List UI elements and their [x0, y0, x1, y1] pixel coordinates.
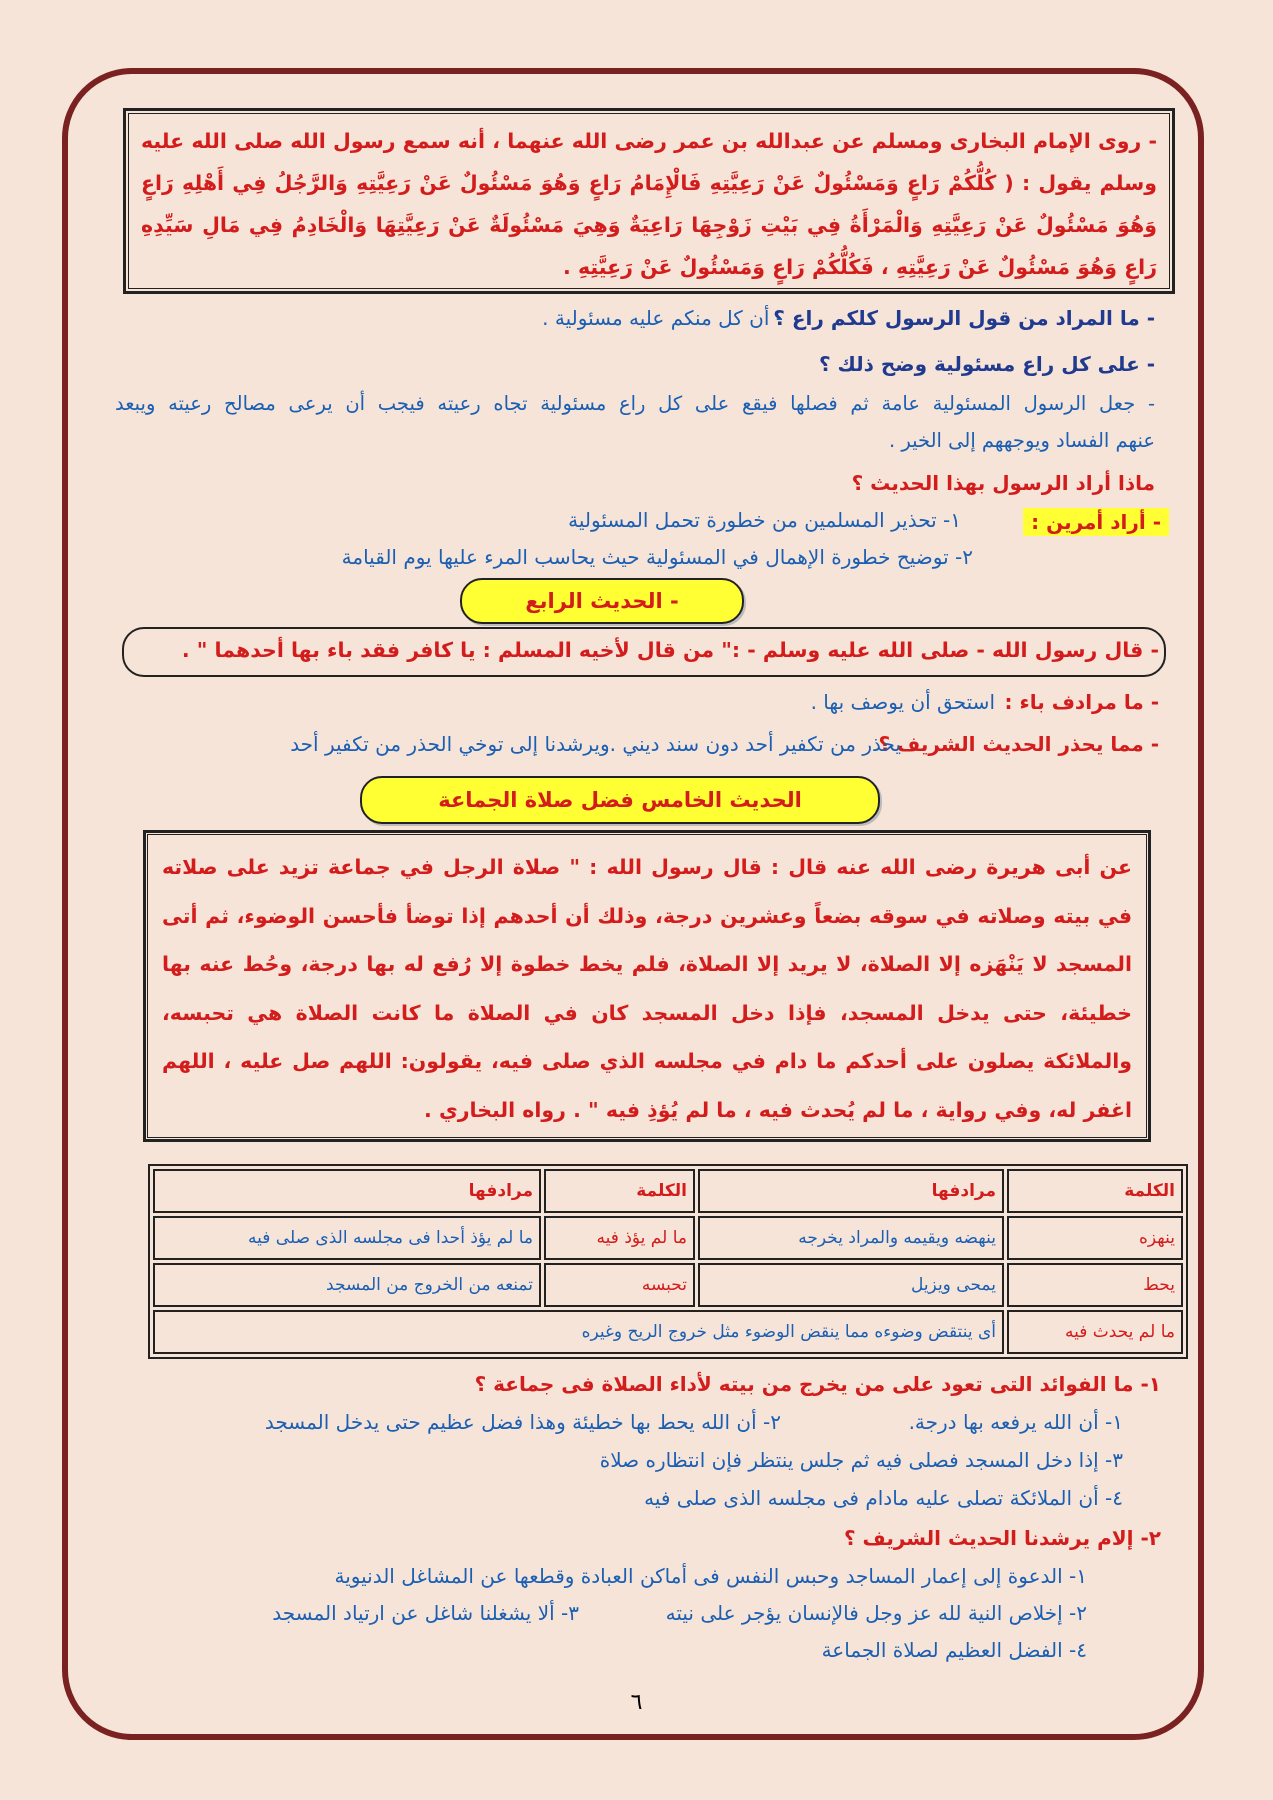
table-row — [153, 1310, 1183, 1354]
table-header-row — [153, 1169, 1183, 1213]
header-word-2: الكلمة — [544, 1169, 695, 1213]
q2-question: - على كل راع مسئولية وضح ذلك ؟ — [818, 352, 1155, 376]
hadith3-box — [125, 110, 1173, 292]
hadith4-a-warn: يحذر من تكفير أحد دون سند ديني .ويرشدنا إلى توخي الحذر من تكفير أحد — [290, 732, 901, 756]
table-row — [153, 1216, 1183, 1260]
hadith4-a-meaning: استحق أن يوصف بها . — [810, 690, 995, 714]
benefits-question: ١- ما الفوائد التى تعود على من يخرج من بيته لأداء الصلاة فى جماعة ؟ — [474, 1372, 1161, 1396]
benefits-item4: ٤- أن الملائكة تصلى عليه مادام فى مجلسه الذى صلى فيه — [644, 1486, 1123, 1510]
vocab-word: ينهزه — [1007, 1216, 1183, 1260]
header-word-1: الكلمة — [1007, 1169, 1183, 1213]
hadith4-intro: - قال رسول الله - صلى الله عليه وسلم - :" من قال لأخيه المسلم : يا كافر فقد باء بها أحدهما " . — [181, 638, 1159, 662]
guidance-question: ٢- إلام يرشدنا الحديث الشريف ؟ — [843, 1526, 1161, 1550]
q3-label-highlight: - أراد أمرين : — [1023, 508, 1169, 536]
hadith4-title: - الحديث الرابع — [460, 578, 744, 624]
a3-item1: ١- تحذير المسلمين من خطورة تحمل المسئولية — [568, 508, 961, 532]
guidance-item3: ٣- ألا يشغلنا شاغل عن ارتياد المسجد — [272, 1601, 579, 1625]
guidance-item4: ٤- الفضل العظيم لصلاة الجماعة — [821, 1638, 1087, 1662]
a3-item2: ٢- توضيح خطورة الإهمال في المسئولية حيث يحاسب المرء عليها يوم القيامة — [341, 545, 973, 569]
vocab-meaning: يمحى ويزيل — [698, 1263, 1004, 1307]
a2-line1: - جعل الرسول المسئولية عامة ثم فصلها فيقع على كل راع مسئولية تجاه رعيته فيجب أن يرعى مصالح رعيته ويبعد — [115, 392, 1155, 415]
guidance-item1: ١- الدعوة إلى إعمار المساجد وحبس النفس فى أماكن العبادة وقطعها عن المشاغل الدنيوية — [334, 1564, 1087, 1588]
vocab-meaning: تمنعه من الخروج من المسجد — [153, 1263, 541, 1307]
header-meaning-1: مرادفها — [698, 1169, 1004, 1213]
hadith4-q-meaning: - ما مرادف باء : — [1004, 690, 1159, 714]
hadith5-title: الحديث الخامس فضل صلاة الجماعة — [360, 776, 880, 824]
table-row — [153, 1263, 1183, 1307]
vocab-word: يحط — [1007, 1263, 1183, 1307]
hadith5-text: عن أبى هريرة رضى الله عنه قال : قال رسول الله : " صلاة الرجل في جماعة تزيد على صلاته في بيته وصلاته في سوقه بضعاً وعشرين درجة، وذلك أن أحدهم إذا توضأ فأحسن الوضوء، ثم أتى المسجد لا يَنْهَزه إلا الصلاة، لا يريد إلا الصلاة، فلم يخط خطوة إلا رُفع له بها درجة، وحُط عنه بها خطيئة، حتى يدخل المسجد، فإذا دخل المسجد كان في الصلاة ما كانت الصلاة هي تحبسه، والملائكة يصلون على أحدكم ما دام في مجلسه الذي صلى فيه، يقولون: اللهم صل عليه ، اللهم اغفر له، وفي رواية ، ما لم يُحدث فيه ، ما لم يُؤذِ فيه " . رواه البخاري . — [162, 855, 1132, 1122]
q3-question: ماذا أراد الرسول بهذا الحديث ؟ — [851, 471, 1155, 495]
vocab-table — [148, 1164, 1188, 1359]
vocab-meaning: أى ينتقض وضوءه مما ينقض الوضوء مثل خروج الريح وغيره — [153, 1310, 1004, 1354]
header-meaning-2: مرادفها — [153, 1169, 541, 1213]
hadith5-box — [145, 832, 1149, 1140]
page-number: ٦ — [630, 1690, 643, 1715]
guidance-item2: ٢- إخلاص النية لله عز وجل فالإنسان يؤجر على نيته — [665, 1601, 1087, 1625]
vocab-meaning: ما لم يؤذ أحدا فى مجلسه الذى صلى فيه — [153, 1216, 541, 1260]
vocab-word: تحبسه — [544, 1263, 695, 1307]
vocab-word: ما لم يحدث فيه — [1007, 1310, 1183, 1354]
vocab-word: ما لم يؤذ فيه — [544, 1216, 695, 1260]
q1-question: - ما المراد من قول الرسول كلكم راع ؟ — [773, 306, 1155, 330]
benefits-item2: ٢- أن الله يحط بها خطيئة وهذا فضل عظيم حتى يدخل المسجد — [264, 1410, 781, 1434]
benefits-item3: ٣- إذا دخل المسجد فصلى فيه ثم جلس ينتظر فإن انتظاره صلاة — [599, 1448, 1123, 1472]
hadith3-text: - روى الإمام البخارى ومسلم عن عبدالله بن عمر رضى الله عنهما ، أنه سمع رسول الله صلى الله عليه وسلم يقول : ( كُلُّكُمْ رَاعٍ وَمَسْئُولٌ عَنْ رَعِيَّتِهِ فَالْإِمَامُ رَاعٍ وَهُوَ مَسْئُولٌ عَنْ رَعِيَّتِهِ وَالرَّجُلُ فِي أَهْلِهِ رَاعٍ وَهُوَ مَسْئُولٌ عَنْ رَعِيَّتِهِ وَالْمَرْأَةُ فِي بَيْتِ زَوْجِهَا رَاعِيَةٌ وَهِيَ مَسْئُولَةٌ عَنْ رَعِيَّتِهَا وَالْخَادِمُ فِي مَالِ سَيِّدِهِ رَاعٍ وَهُوَ مَسْئُولٌ عَنْ رَعِيَّتِهِ ، فَكُلُّكُمْ رَاعٍ وَمَسْئُولٌ عَنْ رَعِيَّتِهِ . — [141, 129, 1157, 279]
q1-answer: - أن كل منكم عليه مسئولية . — [542, 306, 783, 330]
vocab-meaning: ينهضه ويقيمه والمراد يخرجه — [698, 1216, 1004, 1260]
hadith4-q-warn: - مما يحذر الحديث الشريف ؟ — [878, 732, 1159, 756]
a2-line2: عنهم الفساد ويوجههم إلى الخير . — [888, 429, 1155, 452]
benefits-item1: ١- أن الله يرفعه بها درجة. — [908, 1410, 1123, 1434]
